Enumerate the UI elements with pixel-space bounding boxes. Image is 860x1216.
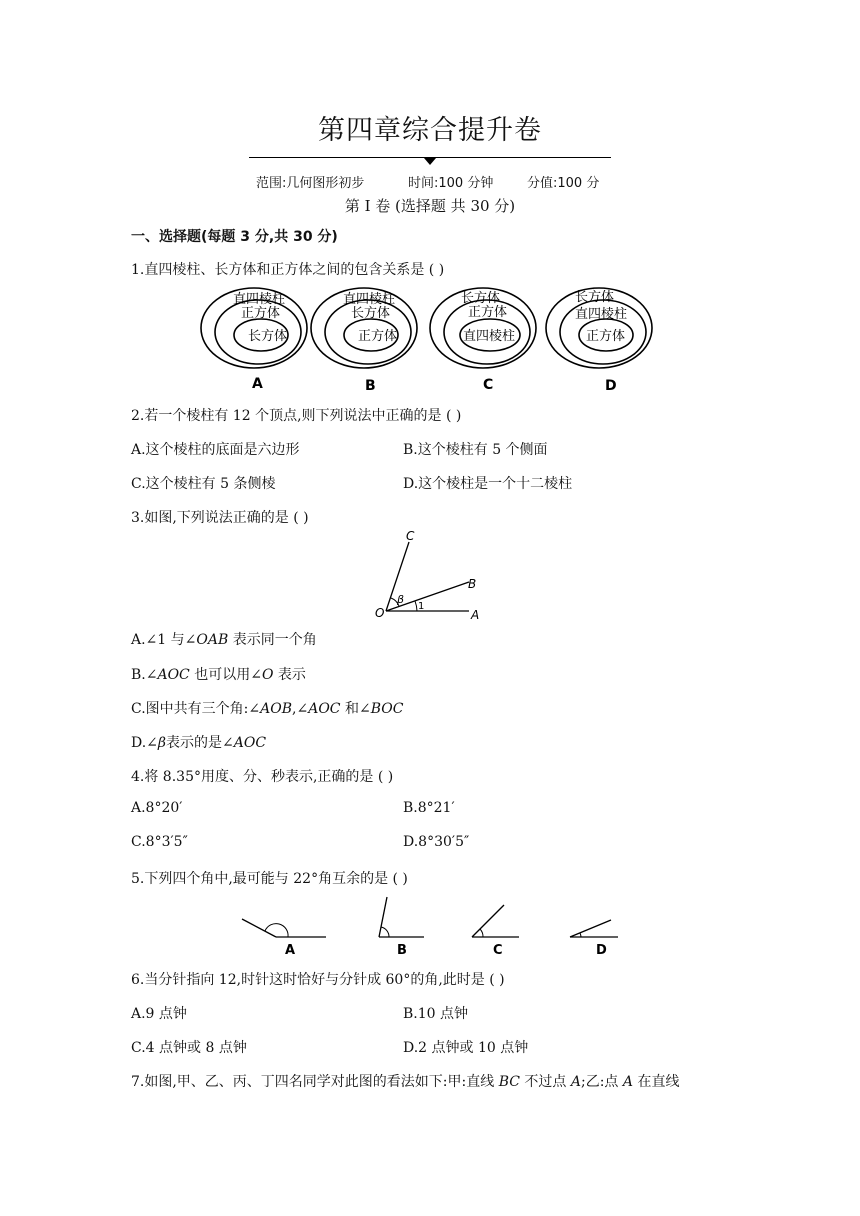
q3-option-b: B.∠AOC 也可以用∠O 表示 xyxy=(131,667,306,683)
q5-angle-options xyxy=(236,891,626,961)
venn-c-letter: C xyxy=(483,377,494,393)
section-heading: 一、选择题(每题 3 分,共 30 分) xyxy=(131,229,338,245)
q2-option-c: C.这个棱柱有 5 条侧棱 xyxy=(131,476,276,492)
venn-d-middle: 直四棱柱 xyxy=(575,307,628,322)
venn-c-inner: 直四棱柱 xyxy=(463,329,516,344)
q3-option-d: D.∠β表示的是∠AOC xyxy=(131,735,267,751)
question-6-stem: 6.当分针指向 12,时针这时恰好与分针成 60°的角,此时是 ( ) xyxy=(131,972,505,988)
q6-option-c: C.4 点钟或 8 点钟 xyxy=(131,1040,247,1056)
q5-label-b: B xyxy=(397,943,407,958)
page-title: 第四章综合提升卷 xyxy=(318,115,542,146)
venn-a-middle: 正方体 xyxy=(241,306,281,321)
rule-marker xyxy=(424,158,436,165)
point-c-label: C xyxy=(406,529,415,543)
meta-range: 范围:几何图形初步 xyxy=(256,176,365,191)
q5-label-d: D xyxy=(596,943,607,958)
question-5-stem: 5.下列四个角中,最可能与 22°角互余的是 ( ) xyxy=(131,871,408,887)
q4-option-c: C.8°3′5″ xyxy=(131,834,188,850)
q5-angle-c xyxy=(472,905,519,958)
q2-option-d: D.这个棱柱是一个十二棱柱 xyxy=(403,476,573,492)
point-o-label: O xyxy=(375,606,385,620)
venn-c-middle: 正方体 xyxy=(468,305,508,320)
meta-score: 分值:100 分 xyxy=(527,176,600,191)
venn-diagram-c xyxy=(430,288,536,393)
angle-1-label: 1 xyxy=(418,601,425,612)
question-7-stem: 7.如图,甲、乙、丙、丁四名同学对此图的看法如下:甲:直线 BC 不过点 A;乙:点 A 在直线 xyxy=(131,1074,680,1090)
venn-b-inner: 正方体 xyxy=(358,329,398,344)
venn-diagram-b xyxy=(311,288,417,394)
question-4-stem: 4.将 8.35°用度、分、秒表示,正确的是 ( ) xyxy=(131,769,394,785)
venn-a-outer: 直四棱柱 xyxy=(233,292,286,307)
point-a-label: A xyxy=(471,608,480,622)
venn-diagram-d xyxy=(546,288,652,394)
q4-option-a: A.8°20′ xyxy=(131,800,183,816)
venn-a-letter: A xyxy=(252,376,263,392)
q1-venn-diagrams xyxy=(200,284,660,400)
venn-b-outer: 直四棱柱 xyxy=(343,292,396,307)
q3-angle-figure xyxy=(368,528,488,624)
beta-label: β xyxy=(397,593,405,606)
venn-d-outer: 长方体 xyxy=(575,290,615,305)
venn-diagram-a xyxy=(201,288,307,392)
q3-option-c: C.图中共有三个角:∠AOB,∠AOC 和∠BOC xyxy=(131,701,404,717)
venn-b-letter: B xyxy=(365,378,376,394)
volume-heading: 第 I 卷 (选择题 共 30 分) xyxy=(344,197,516,215)
q3-option-a: A.∠1 与∠OAB 表示同一个角 xyxy=(131,632,317,648)
venn-d-letter: D xyxy=(605,378,617,394)
q2-option-b: B.这个棱柱有 5 个侧面 xyxy=(403,442,548,458)
q6-option-d: D.2 点钟或 10 点钟 xyxy=(403,1040,529,1056)
question-3-stem: 3.如图,下列说法正确的是 ( ) xyxy=(131,510,309,526)
q5-angle-a xyxy=(242,919,326,958)
q4-option-d: D.8°30′5″ xyxy=(403,834,470,850)
meta-time: 时间:100 分钟 xyxy=(408,176,494,191)
venn-d-inner: 正方体 xyxy=(586,329,626,344)
q5-label-a: A xyxy=(285,943,296,958)
question-1-stem: 1.直四棱柱、长方体和正方体之间的包含关系是 ( ) xyxy=(131,262,445,278)
question-2-stem: 2.若一个棱柱有 12 个顶点,则下列说法中正确的是 ( ) xyxy=(131,408,462,424)
q6-option-a: A.9 点钟 xyxy=(131,1006,187,1022)
q5-angle-d xyxy=(570,920,618,958)
q4-option-b: B.8°21′ xyxy=(403,800,455,816)
q5-angle-b xyxy=(379,897,424,958)
q2-option-a: A.这个棱柱的底面是六边形 xyxy=(131,442,300,458)
venn-c-outer: 长方体 xyxy=(461,291,501,306)
venn-b-middle: 长方体 xyxy=(351,306,391,321)
point-b-label: B xyxy=(468,577,477,591)
q6-option-b: B.10 点钟 xyxy=(403,1006,469,1022)
q5-label-c: C xyxy=(493,943,503,958)
venn-a-inner: 长方体 xyxy=(248,329,288,344)
